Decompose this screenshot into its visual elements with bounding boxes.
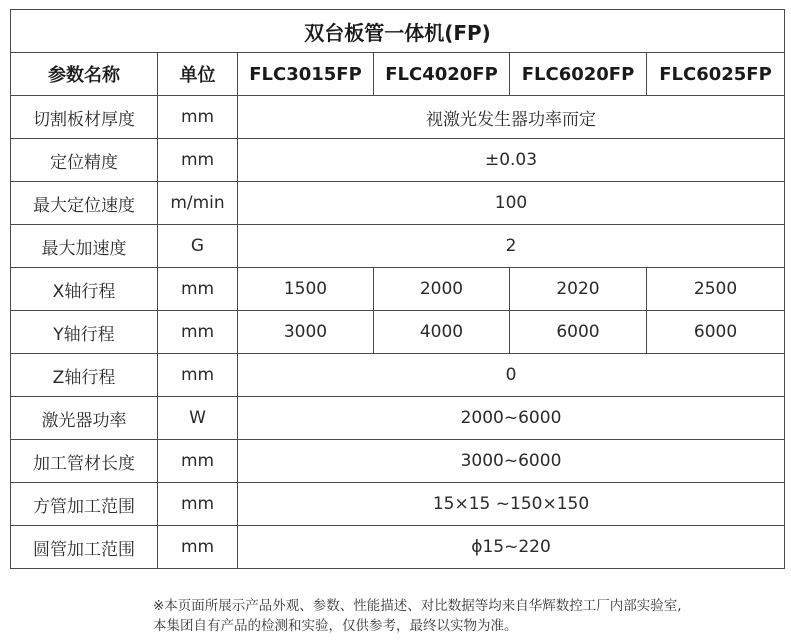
param-name-cell: X轴行程: [11, 268, 158, 311]
header-row: [11, 53, 785, 96]
param-name-cell: 切割板材厚度: [11, 96, 158, 139]
unit-cell: mm: [158, 96, 238, 139]
value-cell: 6000: [647, 311, 785, 354]
header-unit: 单位: [158, 53, 238, 96]
table-title: 双台板管一体机(FP): [11, 10, 785, 53]
header-model-flc6025fp: FLC6025FP: [647, 53, 785, 96]
unit-cell: mm: [158, 483, 238, 526]
value-cell-merged: 2: [238, 225, 785, 268]
value-cell-merged: ±0.03: [238, 139, 785, 182]
table-row: [11, 526, 785, 569]
unit-cell: m/min: [158, 182, 238, 225]
value-cell-merged: 视激光发生器功率而定: [238, 96, 785, 139]
value-cell-merged: 2000~6000: [238, 397, 785, 440]
param-name-cell: 加工管材长度: [11, 440, 158, 483]
table-row: [11, 311, 785, 354]
value-cell: 1500: [238, 268, 374, 311]
value-cell: 2500: [647, 268, 785, 311]
title-row: [11, 10, 785, 53]
param-name-cell: 定位精度: [11, 139, 158, 182]
table-row: [11, 483, 785, 526]
table-row: [11, 268, 785, 311]
param-name-cell: 最大加速度: [11, 225, 158, 268]
unit-cell: G: [158, 225, 238, 268]
header-model-flc4020fp: FLC4020FP: [374, 53, 510, 96]
param-name-cell: 方管加工范围: [11, 483, 158, 526]
value-cell: 4000: [374, 311, 510, 354]
unit-cell: mm: [158, 526, 238, 569]
table-row: [11, 397, 785, 440]
table-row: [11, 96, 785, 139]
param-name-cell: Y轴行程: [11, 311, 158, 354]
spec-table: [10, 9, 785, 569]
param-name-cell: 圆管加工范围: [11, 526, 158, 569]
header-model-flc3015fp: FLC3015FP: [238, 53, 374, 96]
unit-cell: mm: [158, 440, 238, 483]
param-name-cell: 激光器功率: [11, 397, 158, 440]
table-row: [11, 440, 785, 483]
value-cell-merged: 100: [238, 182, 785, 225]
unit-cell: W: [158, 397, 238, 440]
table-row: [11, 354, 785, 397]
unit-cell: mm: [158, 311, 238, 354]
header-param-name: 参数名称: [11, 53, 158, 96]
table-row: [11, 139, 785, 182]
unit-cell: mm: [158, 139, 238, 182]
value-cell: 2000: [374, 268, 510, 311]
value-cell: 3000: [238, 311, 374, 354]
table-row: [11, 225, 785, 268]
param-name-cell: 最大定位速度: [11, 182, 158, 225]
footnote-line-2: 本集团自有产品的检测和实验，仅供参考，最终以实物为准。: [153, 618, 518, 634]
value-cell: 6000: [510, 311, 647, 354]
spec-body: [11, 96, 785, 569]
value-cell-merged: ϕ15~220: [238, 526, 785, 569]
table-row: [11, 182, 785, 225]
value-cell-merged: 0: [238, 354, 785, 397]
unit-cell: mm: [158, 268, 238, 311]
header-model-flc6020fp: FLC6020FP: [510, 53, 647, 96]
param-name-cell: Z轴行程: [11, 354, 158, 397]
value-cell-merged: 15×15 ~150×150: [238, 483, 785, 526]
value-cell: 2020: [510, 268, 647, 311]
value-cell-merged: 3000~6000: [238, 440, 785, 483]
footnote: [153, 596, 783, 636]
footnote-line-1: ※本页面所展示产品外观、参数、性能描述、对比数据等均来自华辉数控工厂内部实验室,: [153, 598, 682, 614]
unit-cell: mm: [158, 354, 238, 397]
